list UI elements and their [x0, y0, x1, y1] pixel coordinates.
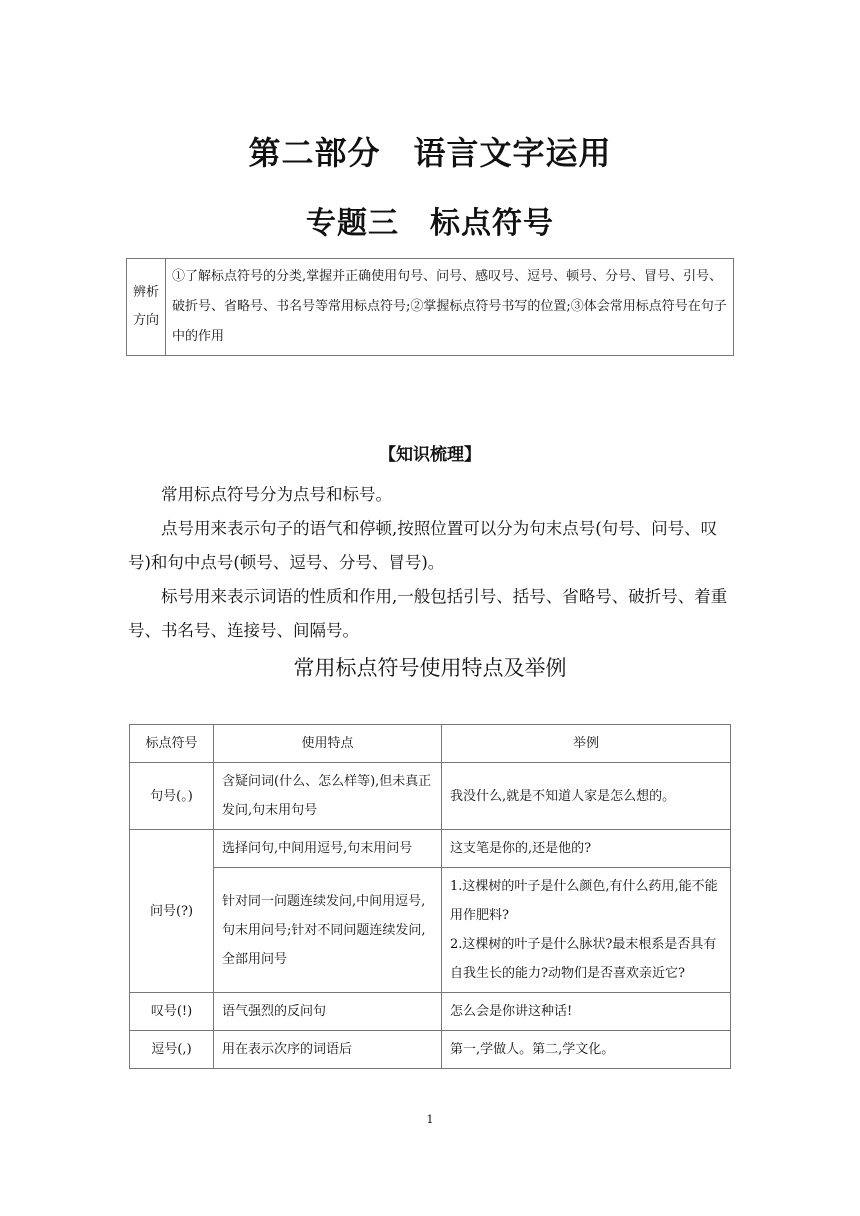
feature-cell: 含疑问词(什么、怎么样等),但未真正发问,句末用句号 [214, 763, 442, 830]
feature-cell: 语气强烈的反问句 [214, 993, 442, 1031]
goal-label-line1: 辨析 [132, 285, 159, 300]
goal-box [126, 258, 734, 356]
table-row [130, 830, 731, 868]
table-row [130, 1031, 731, 1069]
example-line-1: 1.这棵树的叶子是什么颜色,有什么药用,能不能用作肥料? [450, 879, 718, 923]
table-header-row [130, 725, 731, 763]
goal-text: ①了解标点符号的分类,掌握并正确使用句号、问号、感叹号、逗号、顿号、分号、冒号、引号、破折号、省略号、书名号等常用标点符号;②掌握标点符号书写的位置;③体会常用标点符号在句子中的作用 [166, 259, 734, 356]
table-row [130, 993, 731, 1031]
header-cell-feature: 使用特点 [214, 725, 442, 763]
punctuation-table [129, 724, 731, 1069]
table-title: 常用标点符号使用特点及举例 [293, 656, 567, 680]
header-cell-example: 举例 [442, 725, 731, 763]
symbol-cell: 叹号(!) [130, 993, 214, 1031]
knowledge-paragraph-1: 常用标点符号分为点号和标号。 [161, 485, 392, 504]
knowledge-paragraph-3: 标号用来表示词语的性质和作用,一般包括引号、括号、省略号、破折号、着重号、书名号、连接号、间隔号。 [128, 587, 728, 640]
example-cell: 怎么会是你讲这种话! [442, 993, 731, 1031]
page-title: 第二部分 语言文字运用 [248, 134, 612, 172]
knowledge-paragraph-2: 点号用来表示句子的语气和停顿,按照位置可以分为句末点号(句号、问号、叹号)和句中点号(顿号、逗号、分号、冒号)。 [128, 519, 718, 572]
page-number: 1 [426, 1113, 434, 1126]
symbol-cell: 逗号(,) [130, 1031, 214, 1069]
example-cell [442, 868, 731, 993]
feature-cell: 选择问句,中间用逗号,句末用问号 [214, 830, 442, 868]
feature-cell: 针对同一问题连续发问,中间用逗号,句末用问号;针对不同问题连续发问,全部用问号 [214, 868, 442, 993]
example-cell: 第一,学做人。第二,学文化。 [442, 1031, 731, 1069]
table-row [130, 868, 731, 993]
example-cell: 我没什么,就是不知道人家是怎么想的。 [442, 763, 731, 830]
topic-title: 专题三 标点符号 [306, 206, 554, 241]
symbol-cell: 问号(?) [130, 830, 214, 993]
example-line-2: 2.这棵树的叶子是什么脉状?最末根系是否具有自我生长的能力?动物们是否喜欢亲近它? [450, 937, 717, 981]
feature-cell: 用在表示次序的词语后 [214, 1031, 442, 1069]
symbol-cell: 句号(。) [130, 763, 214, 830]
header-cell-symbol: 标点符号 [130, 725, 214, 763]
goal-label-line2: 方向 [132, 313, 159, 328]
example-cell: 这支笔是你的,还是他的? [442, 830, 731, 868]
knowledge-heading: 【知识梳理】 [379, 445, 481, 465]
goal-label [127, 259, 166, 356]
table-row [130, 763, 731, 830]
